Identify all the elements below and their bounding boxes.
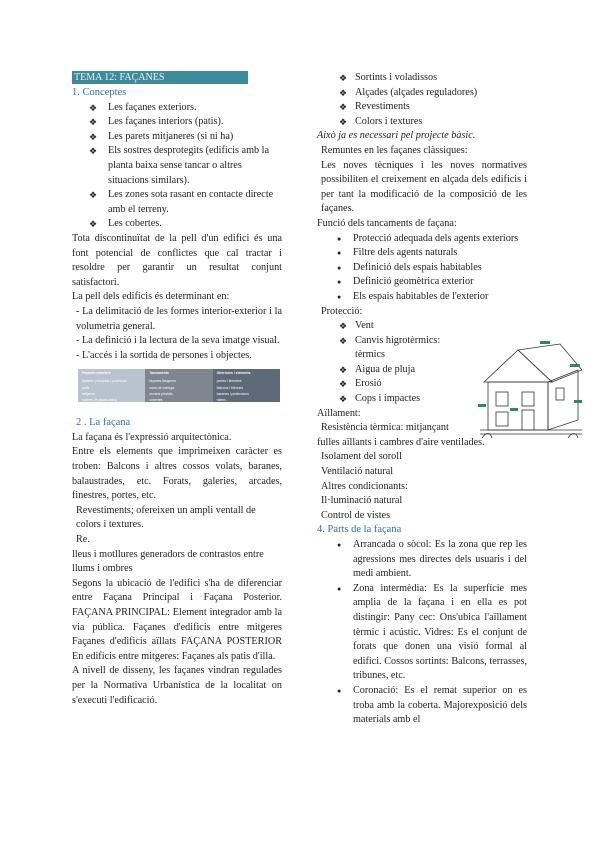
list-item: ❖ Alçades (alçades reguladores) (317, 86, 527, 101)
table-header: Tancaments (149, 371, 169, 376)
paragraph: La pell dels edificis és determinant en: (72, 291, 230, 303)
paragraph: fulles aïllants i cambres d'aire ventilades. (317, 436, 485, 448)
paragraph: Isolament del soroll (321, 451, 402, 463)
topic-banner: TEMA 12: FAÇANES (72, 71, 248, 84)
list-item: ❖ Cops i impactes (317, 392, 467, 407)
protection-list (317, 319, 467, 407)
paragraph: - La delimitació de les formes interior-exterior i la volumetria general. (76, 305, 282, 332)
list-item: ❖ Sortints i voladissos (317, 71, 527, 86)
summary-table (78, 369, 280, 409)
paragraph: Revestiments; ofereixen un ampli ventall de colors i textures. (76, 504, 256, 531)
paragraph: - La definició i la lectura de la seva imatge visual. (76, 335, 280, 347)
list-item: ❖ Les cobertes. (72, 217, 282, 232)
paragraph: Això ja es necessari pel projecte bàsic. (317, 130, 476, 142)
list-item: ❖ Vent (317, 319, 467, 334)
table-cell: envans pluvials (149, 391, 173, 396)
table-cell: façanes lleugeres (149, 379, 176, 384)
paragraph: Resistència tèrmica: mitjançant (321, 422, 449, 434)
list-item: ● Definició dels espais habitables (317, 261, 527, 276)
table-cell: ràfecs (216, 398, 226, 403)
table-column (145, 369, 212, 409)
table-cell: murs de càrrega (149, 385, 175, 390)
table-cell: balcons i tribunes (216, 385, 244, 390)
list-item: ● Definició geomètrica exterior (317, 275, 527, 290)
table-cell: façanes principals i posteriors (82, 379, 127, 384)
functions-list (317, 232, 527, 305)
paragraph: Il·luminació natural (321, 495, 403, 507)
house-facade-illustration (478, 340, 582, 440)
list-item: ❖ Els sostres desprotegits (edificis amb la planta baixa sense tancar o altres situacions similars). (72, 144, 282, 188)
paragraph: Re. (76, 534, 90, 546)
paragraph: lleus i motllures generadors de contrastos entre llums i ombres (72, 548, 264, 575)
paragraph: Altres condicionants: (321, 480, 408, 492)
section-heading-parts: 4. Parts de la façana (317, 524, 402, 536)
left-column (72, 71, 282, 708)
list-item: ● Coronació: Es el remat superior on es troba amb la coberta. Majorexposició dels materials amb el (317, 684, 527, 728)
list-item: ● Zona intermèdia: Es la superfície mes amplia de la façana i en ella es pot distingir: Pany cec: Ons'ubica l'aïllament tèrmic i acústic. Vidres: Es el conjunt de forats que donen una visió formal al edifici. Cossos sortints: Balcons, terrasses, tribunes, etc. (317, 582, 527, 684)
table-cell: zones sota rasant (82, 404, 109, 409)
list-item: ● Els espais habitables de l'exterior (317, 290, 527, 305)
paragraph: Control de vistes (321, 509, 391, 521)
table-header: Obertures i elements (216, 371, 251, 376)
paragraph: Aïllament: (317, 407, 361, 419)
list-item: ❖ Erosió (317, 377, 467, 392)
section-heading-facana: 2 . La façana (76, 417, 131, 429)
table-header: Façanes exteriors (82, 371, 111, 376)
paragraph: Protecció: (321, 305, 363, 317)
list-item: ❖ Les façanes interiors (patis). (72, 115, 282, 130)
list-item: ❖ Canvis higrotèrmics: tèrmics (317, 334, 467, 363)
table-cell: baranes i proteccions (216, 391, 249, 396)
table-cell: mitgeres (82, 391, 96, 396)
paragraph: La façana és l'expressió arquitectònica. (72, 431, 232, 443)
list-item: ❖ Les zones sota rasant en contacte directe amb el terreny. (72, 188, 282, 217)
table-column (213, 369, 280, 402)
list-item: ❖ Colors i textures (317, 115, 527, 130)
list-item: ● Filtre dels agents naturals (317, 246, 527, 261)
paragraph: - L'accés i la sortida de persones i objectes. (76, 349, 252, 361)
table-cell: sostres de planta baixa (82, 398, 117, 403)
list-item: ❖ Aigua de pluja (317, 363, 467, 378)
paragraph: Entre els elements que imprimeixen caràcter es troben: Balcons i altres cossos volats, baranes, balaustrades, etc. Forats, galeries, arcades, finestres, portes, etc. (72, 446, 282, 502)
table-cell: tancaments de vidre (149, 404, 180, 409)
concepts-list (72, 101, 282, 232)
parts-list (317, 538, 527, 728)
paragraph: Remuntes en les façanes clàssiques: (321, 144, 468, 156)
table-column (78, 369, 145, 409)
section-heading-conceptes: 1. Conceptes (72, 87, 127, 98)
paragraph: Ventilació natural (321, 466, 394, 478)
table-cell: portes i finestres (216, 379, 242, 384)
paragraph: Funció dels tancaments de façana: (317, 217, 457, 229)
list-item: ● Protecció adequada dels agents exteriors (317, 232, 527, 247)
table-cell: patis (82, 385, 90, 390)
paragraph: Segons la ubicació de l'edifici s'ha de diferenciar entre Façana Principal i Façana Posterior. FAÇANA PRINCIPAL: Element integrador amb la via pública. Façanes d'edificis entre mitgeres Façanes d'edificis aïllats FAÇANA POSTERIOR En edificis entre mitgeres: Façanes als patis d'illa. (72, 577, 282, 662)
paragraph: A nivell de disseny, les façanes vindran regulades per la Normativa Urbanística de la localitat on s'executi l'edificació. (72, 665, 282, 706)
elements-list (317, 71, 527, 129)
table-cell: cobertes (149, 398, 163, 403)
list-item: ❖ Revestiments (317, 100, 527, 115)
paragraph: Les noves tècniques i les noves normatives possibiliten el creixement en alçada dels edificis i per tant la modificació de la composició de les façanes. (321, 159, 527, 215)
list-item: ● Arrancada o sòcol: Es la zona que rep les agressions mes directes dels usuaris i del medi ambient. (317, 538, 527, 582)
list-item: ❖ Les parets mitjaneres (si ni ha) (72, 130, 282, 145)
paragraph: Tota discontinuïtat de la pell d'un edifici és una font potencial de conflictes que cal tractar i resoldre per garantir un resultat conjunt satisfactori. (72, 232, 282, 288)
house-icon (478, 340, 582, 440)
list-item: ❖ Les façanes exteriors. (72, 101, 282, 116)
